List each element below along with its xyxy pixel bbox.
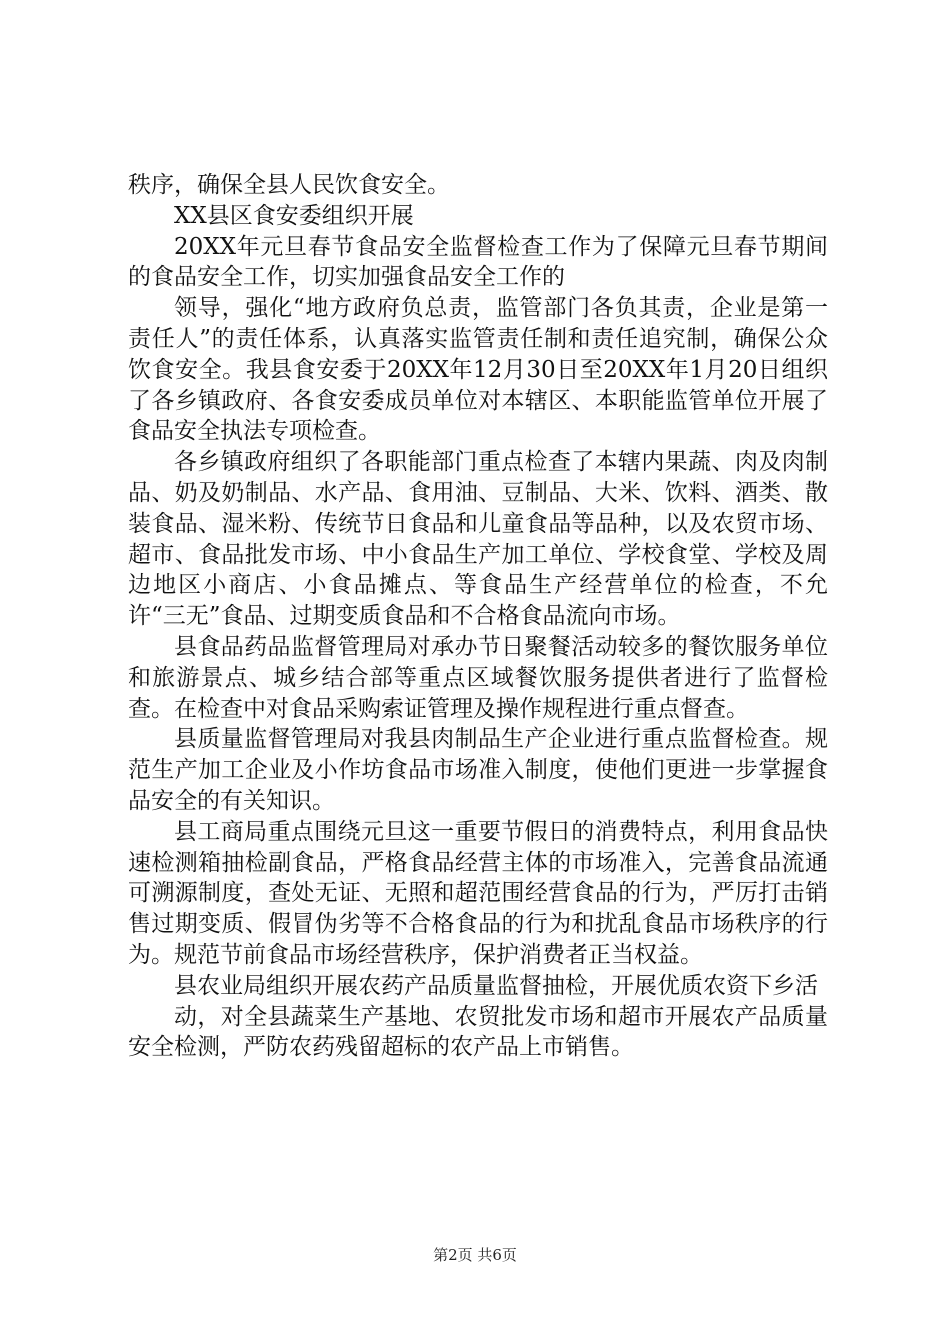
paragraph-4: 各乡镇政府组织了各职能部门重点检查了本辖内果蔬、肉及肉制品、奶及奶制品、水产品、食用油、豆制品、大米、饮料、酒类、散装食品、湿米粉、传统节日食品和儿童食品等品种，以及农贸市场、超市、食品批发市场、中小食品生产加工单位、学校食堂、学校及周边地区小商店、小食品摊点、等食品生产经营单位的检查，不允许“三无”食品、过期变质食品和不合格食品流向市场。 — [128, 449, 828, 630]
paragraph-8: 县农业局组织开展农药产品质量监督抽检，开展优质农资下乡活 — [174, 972, 818, 999]
paragraph-6: 县质量监督管理局对我县肉制品生产企业进行重点监督检查。规范生产加工企业及小作坊食品市场准入制度，使他们更进一步掌握食品安全的有关知识。 — [128, 726, 828, 814]
document-body — [128, 170, 828, 1063]
paragraph-2: 20XX年元旦春节食品安全监督检查工作为了保障元旦春节期间的食品安全工作，切实加强食品安全工作的 — [128, 233, 828, 291]
page-number-footer: 第2页 共6页 — [433, 1246, 517, 1264]
paragraph-3: 领导，强化“地方政府负总责，监管部门各负其责，企业是第一责任人”的责任体系，认真落实监管责任制和责任追究制，确保公众饮食安全。我县食安委于20XX年12月30日至20XX年1月20日组织了各乡镇政府、各食安委成员单位对本辖区、本职能监管单位开展了食品安全执法专项检查。 — [128, 295, 828, 445]
paragraph-9: 动，对全县蔬菜生产基地、农贸批发市场和超市开展农产品质量安全检测，严防农药残留超标的农产品上市销售。 — [128, 1003, 828, 1061]
paragraph-1: XX县区食安委组织开展 — [174, 202, 414, 229]
paragraph-0: 秩序，确保全县人民饮食安全。 — [128, 172, 450, 198]
paragraph-5: 县食品药品监督管理局对承办节日聚餐活动较多的餐饮服务单位和旅游景点、城乡结合部等重点区域餐饮服务提供者进行了监督检查。在检查中对食品采购索证管理及操作规程进行重点督查。 — [128, 633, 828, 722]
paragraph-7: 县工商局重点围绕元旦这一重要节假日的消费特点，利用食品快速检测箱抽检副食品，严格食品经营主体的市场准入，完善食品流通可溯源制度，查处无证、无照和超范围经营食品的行为，严厉打击销售过期变质、假冒伪劣等不合格食品的行为和扰乱食品市场秩序的行为。规范节前食品市场经营秩序，保护消费者正当权益。 — [128, 818, 828, 968]
